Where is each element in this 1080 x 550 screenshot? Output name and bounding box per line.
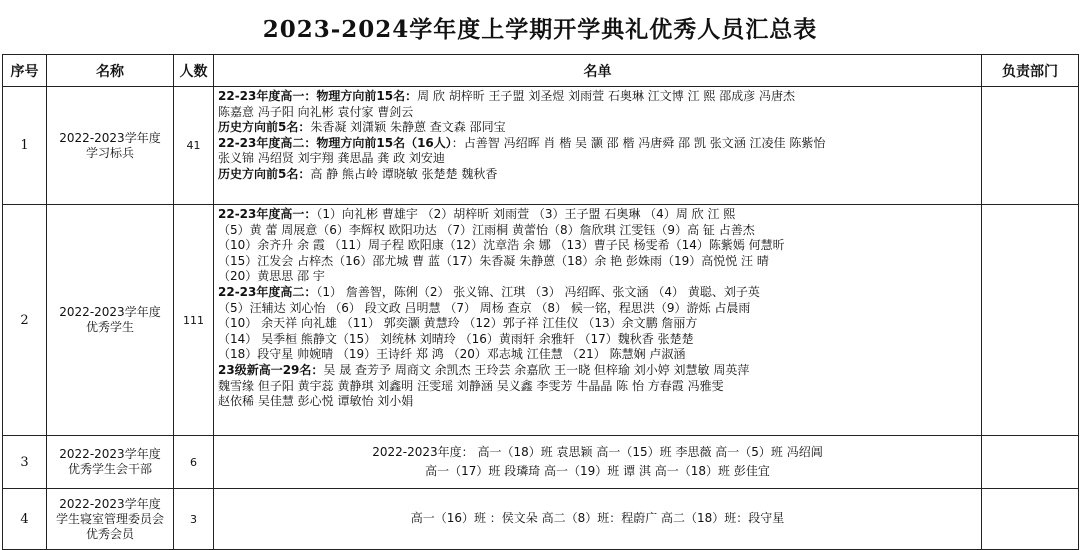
page-title: 2023-2024学年度上学期开学典礼优秀人员汇总表: [262, 16, 818, 43]
row-name-list: [214, 489, 982, 550]
row-count: 41: [174, 87, 214, 205]
table-row: [3, 87, 1079, 205]
award-name-line: 学生寝室管理委员会: [55, 511, 164, 526]
name-list-line: [218, 254, 977, 270]
name-list-line: [218, 167, 977, 183]
student-names: 赵依稀 吴佳慧 彭心悦 谭敏怡 刘小娟: [218, 394, 414, 409]
row-name-list: [214, 87, 982, 205]
row-count: 3: [174, 489, 214, 550]
group-heading: 历史方向前5名：: [218, 166, 311, 181]
group-heading: 22-23年度高二：物理方向前15名（16人）: [218, 135, 452, 150]
award-name-line: 2022-2023学年度: [59, 305, 161, 319]
name-list-line: [218, 207, 977, 223]
name-list-line: [218, 238, 977, 254]
row-dept: [982, 436, 1079, 489]
student-names: 朱香凝 刘潇颖 朱静蒽 查文森 邵同宝: [310, 120, 506, 135]
name-list-line: [218, 347, 977, 363]
row-dept: [982, 205, 1079, 436]
name-list-line: [218, 379, 977, 395]
student-names: 高一（16）班 ：侯文朵 高二（8）班：程蔚广 高二（18）班：段守星: [410, 511, 785, 526]
award-name-line: 2022-2023学年度: [59, 130, 161, 145]
name-list-line: [218, 285, 977, 301]
name-list-line: [218, 511, 977, 527]
name-list-line: [218, 301, 977, 317]
row-name-list: [214, 436, 982, 489]
student-names: 2022-2023年度： 高一（18）班 袁思颖 高一（15）班 李思薇 高一（5）班 冯绍阊: [372, 445, 823, 459]
name-list-line: [218, 89, 977, 105]
student-names: （10）余齐升 余 霞 （11）周子程 欧阳康（12）沈章浩 余 娜 （13）曹子民 杨雯希（14）陈紫嫣 何慧昕: [218, 238, 785, 253]
group-heading: 23级新高一29名：: [218, 362, 324, 377]
award-name-line: 优秀学生: [85, 320, 134, 334]
name-list-line: [218, 105, 977, 121]
award-name-line: 学习标兵: [85, 145, 134, 160]
name-list-line: [218, 462, 977, 481]
student-names: （1） 詹善智，陈俐（2） 张义锦、江琪 （3） 冯绍晖、张文涵 （4） 黄聪、刘子英: [316, 284, 760, 299]
row-award-name: [47, 436, 174, 489]
award-name-line: 优秀学生会干部: [67, 462, 152, 476]
student-names: （1）向礼彬 曹雄宇 （2）胡梓昕 刘雨萱 （3）王子盟 石奥琳 （4）周 欣 江 熙: [316, 207, 736, 221]
award-name-line: 2022-2023学年度: [59, 447, 161, 461]
name-list-line: [218, 394, 977, 410]
student-names: （18）段守星 帅婉晴 （19）王诗纤 郑 鸿 （20）邓志城 江佳慧 （21） 陈慧娴 卢淑涵: [218, 347, 686, 362]
table-row: [3, 436, 1079, 489]
student-names: 周 欣 胡梓昕 王子盟 刘圣煜 刘雨萱 石奥琳 江文博 江 熙 邵成彦 冯唐杰: [417, 89, 796, 103]
name-list-line: [218, 443, 977, 462]
group-heading: 22-23年度高一：物理方向前15名：: [218, 89, 418, 103]
student-names: （5）黄 蕾 周展意（6）李辉权 欧阳功达 （7）江雨桐 黄蕾怡（8）詹欣琪 江雯钰（9）高 钲 占善杰: [218, 222, 755, 237]
header-name: 名称: [47, 55, 174, 87]
row-award-name: [47, 205, 174, 436]
award-name-line: 2022-2023学年度: [59, 496, 161, 511]
row-dept: [982, 489, 1079, 550]
student-names: 陈嘉意 冯子阳 向礼彬 袁付家 曹剑云: [218, 104, 414, 119]
row-count: 111: [174, 205, 214, 436]
student-names: ：占善智 冯绍晖 肖 楷 吴 灏 邵 楷 冯唐舜 邵 凯 张文涵 江凌佳 陈紫怡: [451, 135, 826, 150]
header-count: 人数: [174, 55, 214, 87]
header-row: [3, 55, 1079, 87]
name-list-line: [218, 332, 977, 348]
row-award-name: [47, 489, 174, 550]
row-index: 1: [3, 87, 47, 205]
row-index: 4: [3, 489, 47, 550]
row-index: 3: [3, 436, 47, 489]
student-names: （10） 余天祥 向礼雄 （11） 郭奕灏 黄慧玲 （12）郭子祥 江佳仪 （13）余文鹏 詹丽方: [218, 316, 698, 331]
row-dept: [982, 87, 1079, 205]
name-list-line: [218, 120, 977, 136]
name-list-line: [218, 223, 977, 239]
student-names: （5）汪辅达 刘心怡 （6） 段文政 吕明慧 （7） 周杨 查京 （8） 候一铭，程思洪（9）游烁 占晨雨: [218, 300, 751, 315]
award-name-line: 优秀会员: [85, 526, 134, 541]
row-award-name: [47, 87, 174, 205]
row-name-list: [214, 205, 982, 436]
header-list: 名单: [214, 55, 982, 87]
header-index: 序号: [3, 55, 47, 87]
group-heading: 22-23年度高二：: [218, 284, 317, 299]
student-names: 高 静 熊占岭 谭晓敏 张楚楚 魏秋香: [310, 166, 498, 181]
name-list-line: [218, 316, 977, 332]
name-list-line: [218, 151, 977, 167]
name-list-line: [218, 269, 977, 285]
summary-table: [2, 54, 1079, 550]
row-index: 2: [3, 205, 47, 436]
group-heading: 22-23年度高一：: [218, 207, 317, 221]
row-count: 6: [174, 436, 214, 489]
student-names: （14） 吴季桓 熊静文（15） 刘统林 刘晴玲 （16）黄雨轩 余雅轩 （17）魏秋香 张楚楚: [218, 331, 694, 346]
student-names: 吴 晟 查芳予 周商文 余凯杰 王玲芸 余嘉欣 王一晓 但梓瑜 刘小婷 刘慧敏 周英萍: [323, 362, 750, 377]
student-names: 魏雪缘 但子阳 黄宇蕊 黄静琪 刘鑫明 汪雯瑶 刘静涵 吴义鑫 李雯芳 牛晶晶 陈 怡 方春霞 冯雅雯: [218, 378, 724, 393]
student-names: （20）黄思思 邵 宇: [218, 269, 325, 284]
table-row: [3, 205, 1079, 436]
student-names: 高一（17）班 段璘琦 高一（19）班 谭 淇 高一（18）班 彭佳宜: [425, 464, 770, 478]
group-heading: 历史方向前5名：: [218, 120, 311, 135]
table-row: [3, 489, 1079, 550]
student-names: 张义锦 冯绍贤 刘宇翔 龚思晶 龚 政 刘安迪: [218, 151, 445, 166]
name-list-line: [218, 363, 977, 379]
name-list-line: [218, 136, 977, 152]
student-names: （15）江发会 占梓杰（16）邵尤城 曹 蓝（17）朱香凝 朱静蒽（18）余 艳 彭姝雨（19）高悦悦 汪 晴: [218, 253, 769, 268]
header-dept: 负责部门: [982, 55, 1079, 87]
